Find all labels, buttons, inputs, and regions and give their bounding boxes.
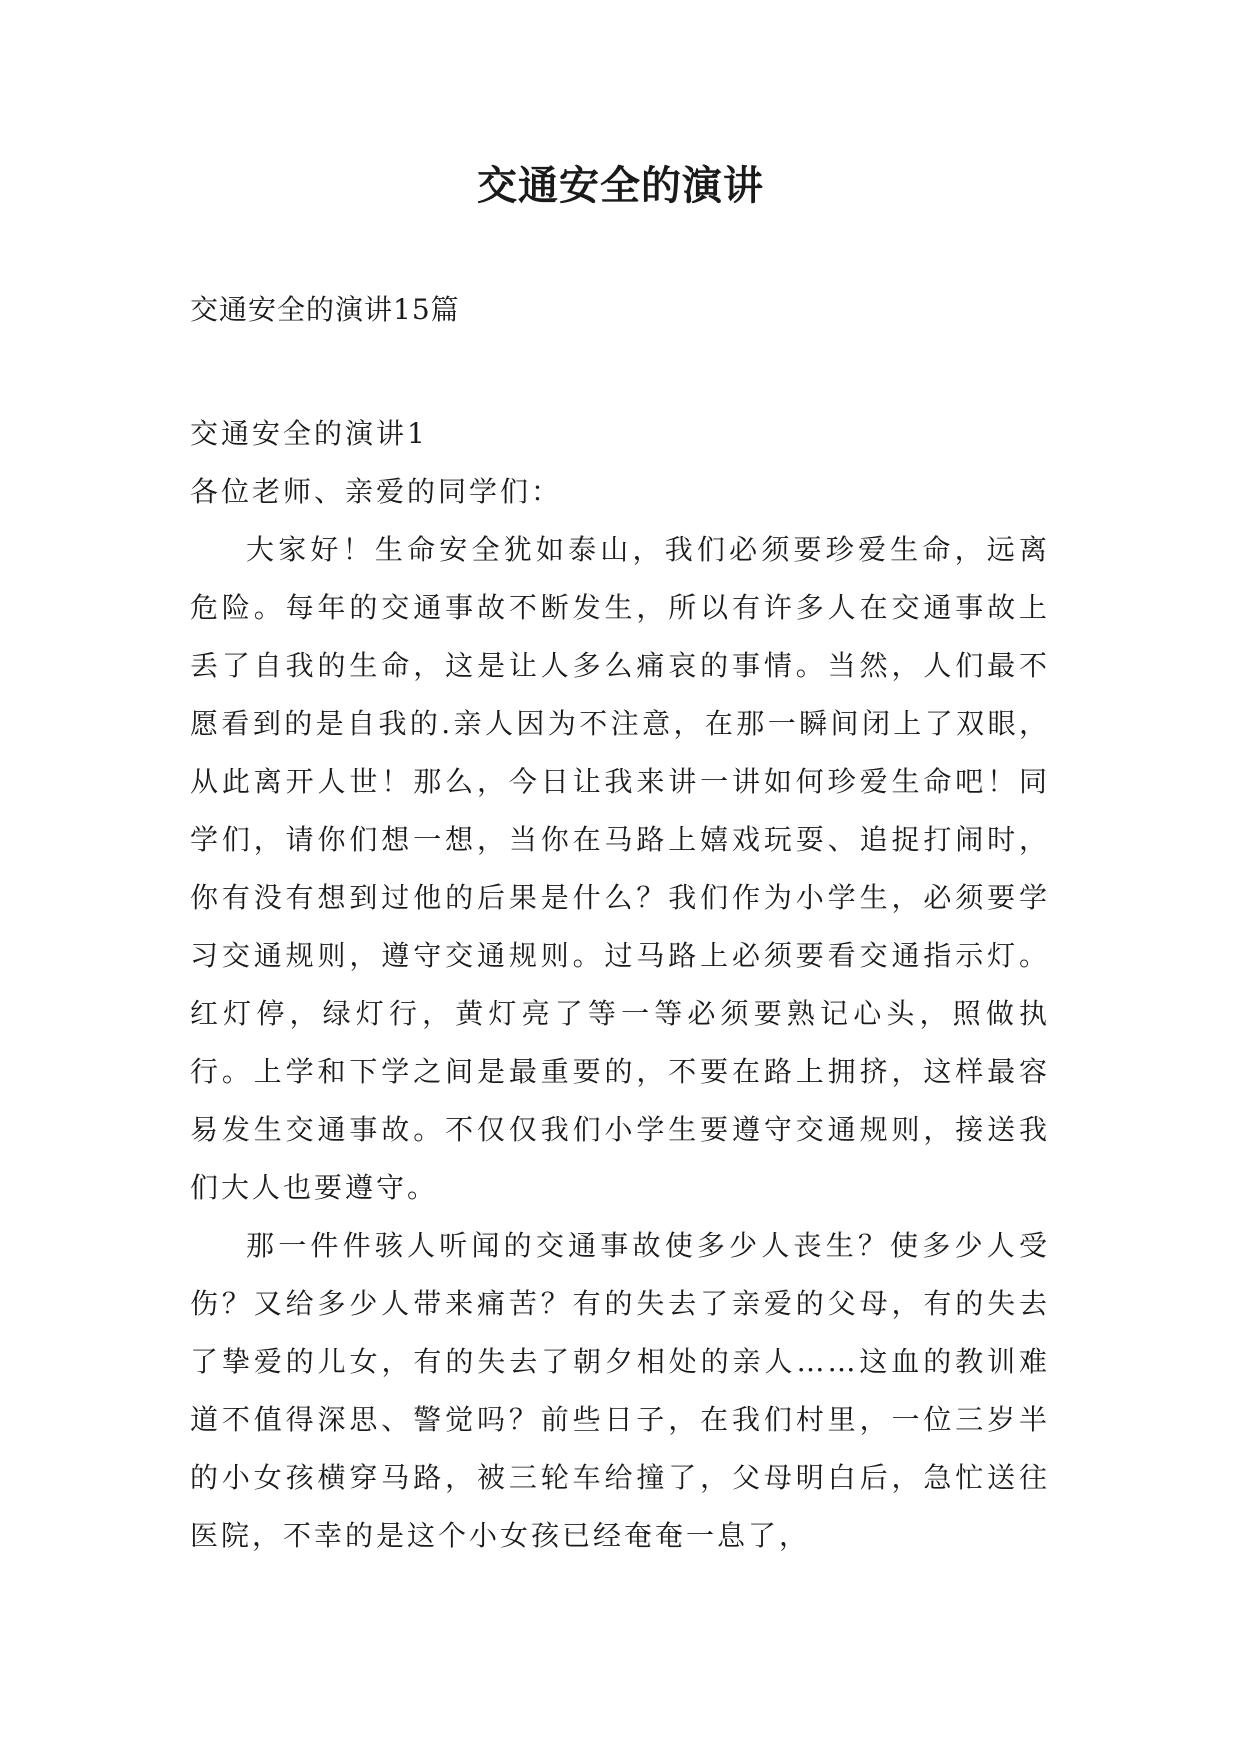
document-body [190, 405, 1050, 1565]
section-heading: 交通安全的演讲1 [190, 417, 428, 450]
document-subtitle: 交通安全的演讲15篇 [190, 293, 460, 326]
salutation: 各位老师、亲爱的同学们： [190, 475, 563, 508]
paragraph: 大家好！生命安全犹如泰山，我们必须要珍爱生命，远离危险。每年的交通事故不断发生，所以有许多人在交通事故上丢了自我的生命，这是让人多么痛哀的事情。当然，人们最不愿看到的是自我的.亲人因为不注意，在那一瞬间闭上了双眼，从此离开人世！那么，今日让我来讲一讲如何珍爱生命吧！同学们，请你们想一想，当你在马路上嬉戏玩耍、追捉打闹时，你有没有想到过他的后果是什么？我们作为小学生，必须要学习交通规则，遵守交通规则。过马路上必须要看交通指示灯。红灯停，绿灯行，黄灯亮了等一等必须要熟记心头，照做执行。上学和下学之间是最重要的，不要在路上拥挤，这样最容易发生交通事故。不仅仅我们小学生要遵守交通规则，接送我们大人也要遵守。 [190, 533, 1050, 1204]
document-title: 交通安全的演讲 [477, 163, 764, 209]
paragraph: 那一件件骇人听闻的交通事故使多少人丧生？使多少人受伤？又给多少人带来痛苦？有的失去了亲爱的父母，有的失去了挚爱的儿女，有的失去了朝夕相处的亲人……这血的教训难道不值得深思、警觉吗？前些日子，在我们村里，一位三岁半的小女孩横穿马路，被三轮车给撞了，父母明白后，急忙送往医院，不幸的是这个小女孩已经奄奄一息了， [190, 1229, 1050, 1552]
